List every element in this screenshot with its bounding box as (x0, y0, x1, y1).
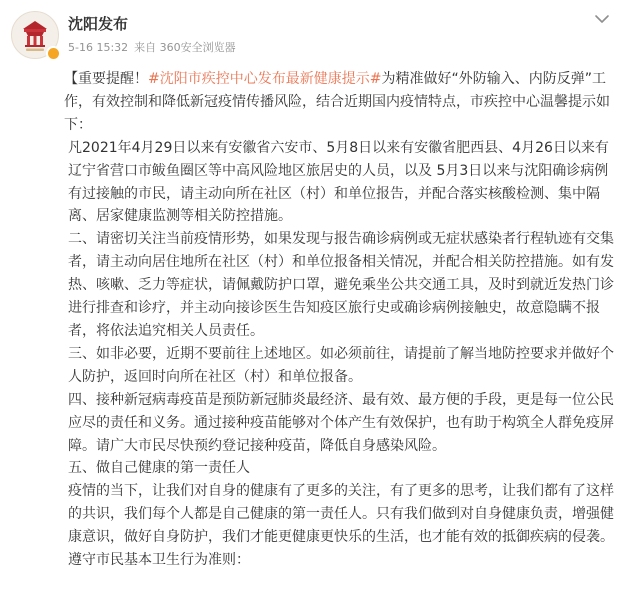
post-paragraph-3: 三、如非必要，近期不要前往上述地区。如必须前往，请提前了解当地防控要求并做好个人防护，返回时向所在社区（村）和单位报备。 (68, 345, 614, 385)
intro-prefix: 【重要提醒！ (64, 71, 148, 87)
post-intro (64, 68, 616, 137)
intro-suffix: 为精准做好“外防输入、内防反弹”工作，有效控制和降低新冠疫情传播风险，结合近期国内疫情特点，市疾控中心温馨提示如下： (64, 71, 610, 133)
account-name[interactable]: 沈阳发布 (68, 15, 129, 33)
post-source: 来自 360安全浏览器 (134, 41, 236, 54)
hashtag-link[interactable]: #沈阳市疾控中心发布最新健康提示# (148, 71, 382, 87)
post-meta (68, 41, 236, 55)
post-timestamp[interactable]: 5-16 15:32 (68, 41, 129, 54)
chevron-down-icon[interactable] (594, 12, 610, 26)
verified-badge-icon (46, 46, 61, 61)
post-paragraph-6: 疫情的当下，让我们对自身的健康有了更多的关注，有了更多的思考，让我们都有了这样的共识，我们每个人都是自己健康的第一责任人。只有我们做到对自身健康负责，增强健康意识，做好自身防护，我们才能更健康更快乐的生活，也才能有效的抵御疾病的侵袭。遵守市民基本卫生行为准则： (68, 483, 614, 569)
avatar[interactable] (11, 11, 59, 59)
post-paragraph-1: 凡2021年4月29日以来有安徽省六安市、5月8日以来有安徽省肥西县、4月26日以来有辽宁省营口市鲅鱼圈区等中高风险地区旅居史的人员，以及 5月3日以来与沈阳确诊病例有过接触的市民，请主动向所在社区（村）和单位报告，并配合落实核酸检测、集中隔离、居家健康监测等相关防控措施。 (68, 139, 609, 225)
post-content (64, 68, 616, 572)
post-paragraph-2: 二、请密切关注当前疫情形势，如果发现与报告确诊病例或无症状感染者行程轨迹有交集者，请主动向居住地所在社区（村）和单位报备相关情况，并配合相关防控措施。如有发热、咳嗽、乏力等症状，请佩戴防护口罩，避免乘坐公共交通工具，及时到就近发热门诊进行排查和诊疗，并主动向接诊医生告知疫区旅行史或确诊病例接触史，故意隐瞒不报者，将依法追究相关人员责任。 (68, 231, 614, 339)
post-paragraph-5: 五、做自己健康的第一责任人 (68, 460, 250, 477)
post-paragraph-4: 四、接种新冠病毒疫苗是预防新冠肺炎最经济、最有效、最方便的手段，更是每一位公民应尽的责任和义务。通过接种疫苗能够对个体产生有效保护，也有助于构筑全人群免疫屏障。请广大市民尽快预约登记接种疫苗，降低自身感染风险。 (68, 391, 614, 454)
